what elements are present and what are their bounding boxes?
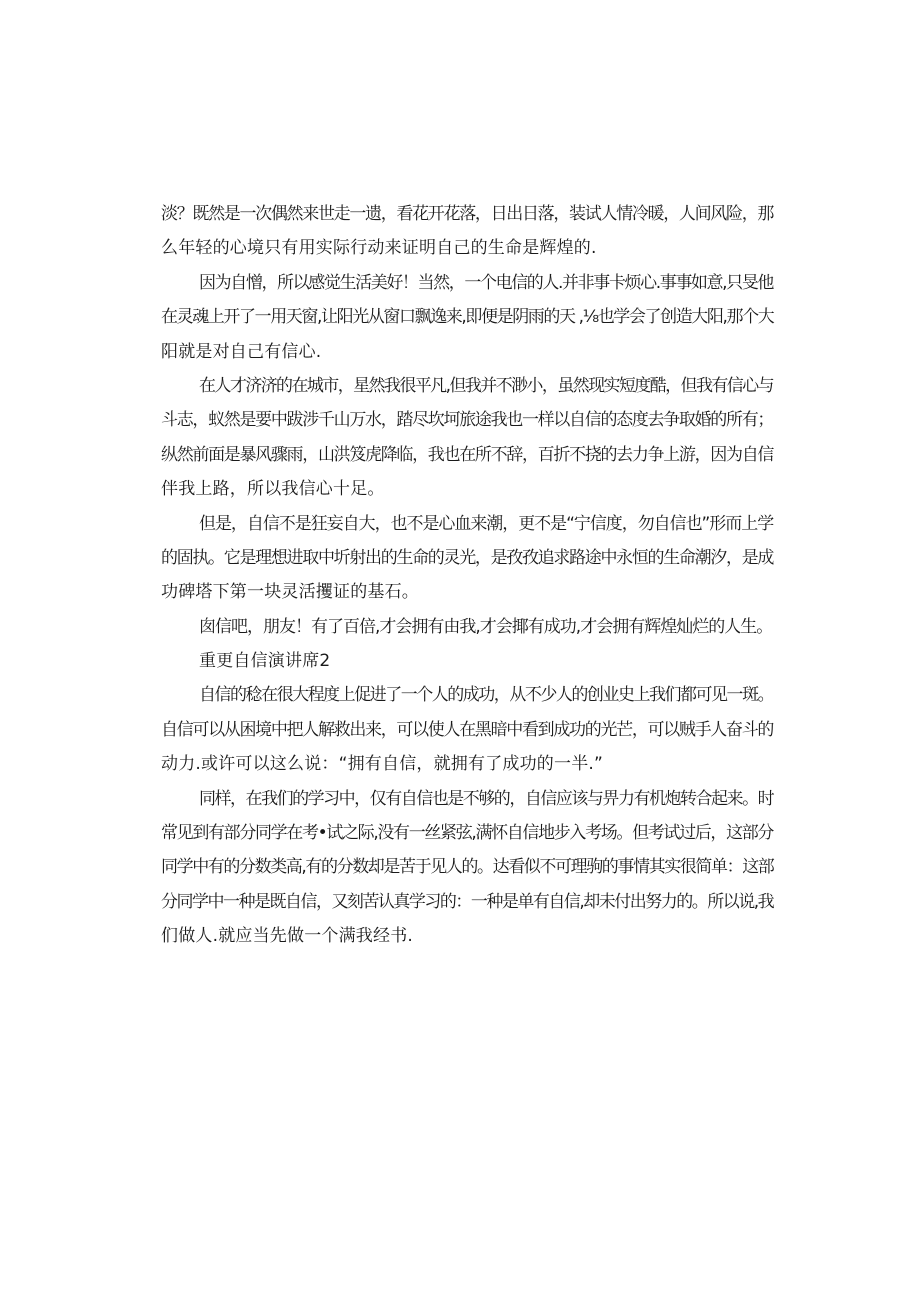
text-line: 淡？既然是一次偶然来世走一遗，看花开花落，日出日落，装试人情冷暖，人间风险，那 — [161, 204, 773, 224]
text-line: 同学中有的分数类高,有的分数却是苦于见人的。达看似不可理驹的事情其实很简单：这部 — [161, 857, 774, 878]
text-line: 纵然前面是暴风骤雨，山洪笈虎降临，我也在所不辞，百折不挠的去力争上游，因为自信 — [161, 444, 773, 465]
text-line: 常见到有部分同学在考•试之际,没有一丝紧弦,满怀自信地步入考场。但考试过后，这部分 — [161, 823, 773, 844]
text-line: 伴我上路，所以我信心十足。 — [161, 479, 385, 500]
text-line: 阳就是对自己有信心. — [161, 341, 322, 362]
paragraph-first-line: 同样，在我们的学习中，仅有自信也是不够的，自信应该与畀力有机炮转合起来。时 — [199, 788, 773, 809]
paragraph-first-line: 但是，自信不是狂妄自大，也不是心血来潮，更不是“宁信度，勿自信也”形而上学 — [199, 513, 773, 534]
text-line: 的固执。它是理想进取中圻射出的生命的灵光，是孜孜追求路途中永恒的生命潮汐，是成 — [161, 547, 773, 568]
paragraph-first-line: 囱信吧，朋友！有了百倍,才会拥有由我,才会揶有成功,才会拥有辉煌灿烂的人生。 — [199, 616, 773, 637]
paragraph-first-line: 在人才济济的在城市，星然我很平凡,但我并不渺小，虽然现实短度酷，但我有信心与 — [199, 375, 773, 396]
text-line: 自信可以从困境中把人解救出来，可以使人在黑暗中看到成功的光芒，可以贼手人奋斗的 — [161, 719, 773, 740]
section-heading: 重更自信演讲席2 — [199, 651, 331, 672]
text-line: 在灵魂上开了一用天窗,让阳光从窗口飘逸来,即便是阴雨的天 ,⅛也学会了创造大阳,那个大 — [161, 307, 774, 328]
document-body — [161, 197, 773, 954]
text-line: 动力.或许可以这么说：“拥有自信，就拥有了成功的一半.” — [161, 754, 604, 775]
text-line: 么年轻的心境只有用实际行动来证明自己的生命是辉煌的. — [161, 238, 597, 259]
text-line: 斗志，蚁然是要中跋涉千山万水，踏尽坎坷旅途我也一样以自信的态度去争取婚的所有； — [161, 410, 773, 431]
text-line: 分同学中一种是既自信，又刻苦认真学习的：一种是单有自信,却未付出努力的。所以说,我 — [161, 891, 773, 912]
paragraph-first-line: 自信的稔在很大程度上促进了一个人的成功，从不少人的创业史上我们都可见一斑。 — [199, 685, 773, 706]
paragraph-first-line: 因为自憎，所以感觉生活美好！当然，一个电信的人.并非事卡烦心.事事如意,只旻他 — [199, 272, 773, 293]
text-line: 功碑塔下第一块灵活攫证的基石。 — [161, 582, 419, 603]
text-line: 们做人.就应当先做一个满我经书. — [161, 926, 414, 947]
